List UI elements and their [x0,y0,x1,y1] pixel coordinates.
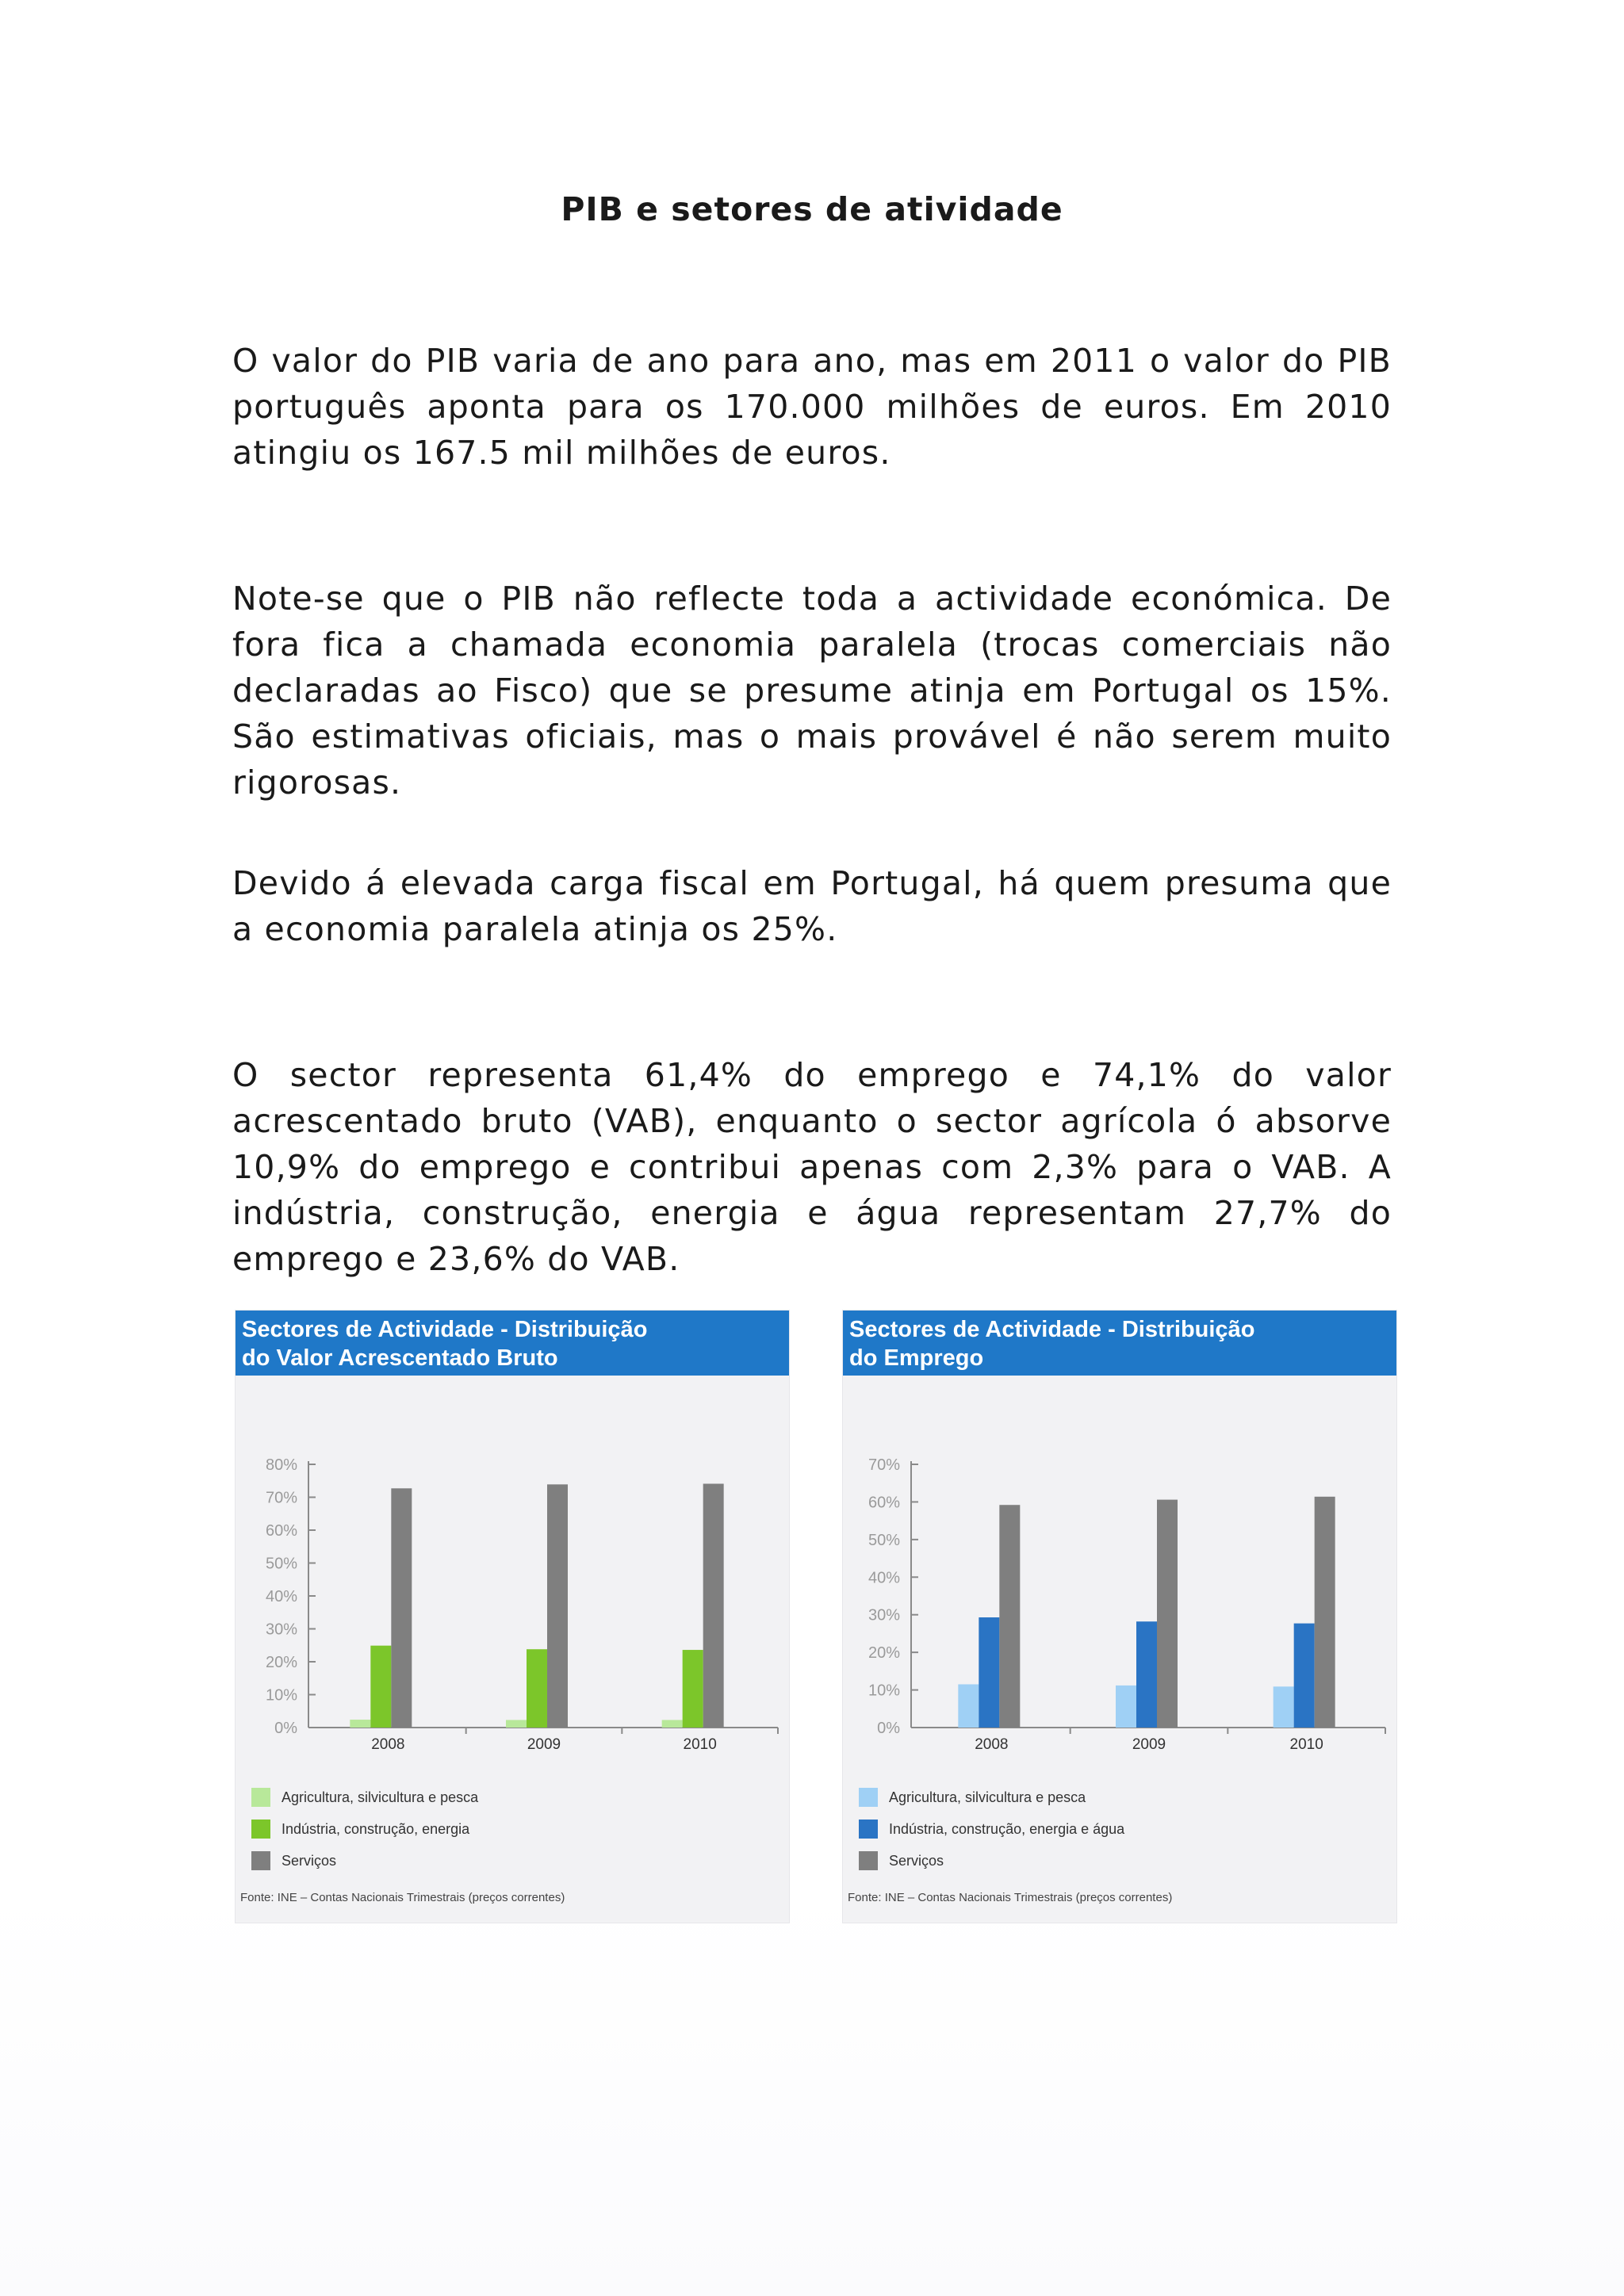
y-tick-label: 0% [274,1720,297,1737]
chart-title-line: Sectores de Actividade - Distribuição [849,1317,1255,1342]
chart-employment-plot [843,1376,1396,1788]
bar [662,1720,683,1728]
chart-employment [842,1310,1397,1923]
y-tick-label: 50% [868,1531,900,1549]
bar [683,1650,703,1728]
x-tick-label: 2010 [683,1736,717,1753]
y-tick-label: 30% [265,1621,297,1639]
chart-vab-title [236,1311,789,1376]
y-tick-label: 40% [868,1569,900,1587]
bar [1294,1624,1315,1728]
legend-swatch [859,1820,878,1839]
legend-label: Indústria, construção, energia e água [889,1821,1125,1837]
legend-swatch [251,1788,270,1807]
legend-swatch [251,1820,270,1839]
document-title: PIB e setores de atividade [561,190,1063,228]
y-tick-label: 0% [877,1720,900,1737]
y-tick-label: 80% [265,1456,297,1474]
bar [506,1720,527,1728]
x-tick-label: 2008 [975,1736,1009,1753]
legend-swatch [859,1788,878,1807]
legend-swatch [859,1851,878,1870]
y-tick-label: 50% [265,1555,297,1573]
chart-vab-source: Fonte: INE – Contas Nacionais Trimestrais (preços correntes) [240,1891,565,1904]
paragraph-pib-value: O valor do PIB varia de ano para ano, mas em 2011 o valor do PIB português aponta para os 170.000 milhões de euros. Em 2010 atingiu os 167.5 mil milhões de euros. [232,342,1392,472]
chart-vab-plot [236,1376,789,1788]
legend-label: Agricultura, silvicultura e pesca [889,1789,1086,1805]
y-tick-label: 40% [265,1588,297,1605]
y-tick-label: 70% [868,1456,900,1474]
bar [547,1484,568,1728]
page-background [0,1887,1624,2296]
bar [527,1649,547,1728]
legend-label: Indústria, construção, energia [282,1821,470,1837]
y-tick-label: 60% [265,1522,297,1540]
y-tick-label: 10% [868,1682,900,1700]
y-tick-label: 30% [868,1606,900,1624]
legend-label: Serviços [282,1853,337,1869]
bar [999,1505,1020,1728]
chart-vab [235,1310,790,1923]
x-tick-label: 2010 [1289,1736,1323,1753]
legend-swatch [251,1851,270,1870]
y-tick-label: 20% [868,1644,900,1663]
chart-title-line: do Emprego [849,1345,984,1371]
bar [1157,1500,1178,1728]
bar [350,1720,370,1728]
paragraph-tax-burden: Devido á elevada carga fiscal em Portugal, há quem presuma que a economia paralela atinja os 25%. [232,864,1392,948]
bar [370,1646,391,1728]
bar [979,1617,999,1728]
bar [958,1684,979,1728]
y-tick-label: 70% [265,1489,297,1507]
chart-title-line: do Valor Acrescentado Bruto [242,1345,558,1371]
legend-label: Serviços [889,1853,944,1869]
bar [703,1483,724,1728]
chart-employment-title [843,1311,1396,1376]
chart-title-line: Sectores de Actividade - Distribuição [242,1317,648,1342]
bar [1116,1686,1136,1728]
paragraph-sector-shares: O sector representa 61,4% do emprego e 74,1% do valor acrescentado bruto (VAB), enquanto o sector agrícola ó absorve 10,9% do emprego e contribui apenas com 2,3% para o VAB. A indústria, construção, energia e água representam 27,7% do emprego e 23,6% do VAB. [232,1056,1392,1278]
y-tick-label: 20% [265,1654,297,1671]
chart-employment-source: Fonte: INE – Contas Nacionais Trimestrais (preços correntes) [848,1891,1173,1904]
x-tick-label: 2008 [371,1736,405,1753]
y-tick-label: 10% [265,1686,297,1705]
bar [1274,1686,1294,1728]
x-tick-label: 2009 [1132,1736,1166,1753]
y-tick-label: 60% [868,1494,900,1512]
paragraph-parallel-economy: Note-se que o PIB não reflecte toda a actividade económica. De fora fica a chamada economia paralela (trocas comerciais não declaradas ao Fisco) que se presume atinja em Portugal os 15%. São estimativas oficiais, mas o mais provável é não serem muito rigorosas. [232,580,1392,802]
bar [1136,1621,1157,1728]
x-tick-label: 2009 [527,1736,561,1753]
bar [1315,1497,1335,1728]
bar [391,1488,412,1728]
legend-label: Agricultura, silvicultura e pesca [282,1789,479,1805]
